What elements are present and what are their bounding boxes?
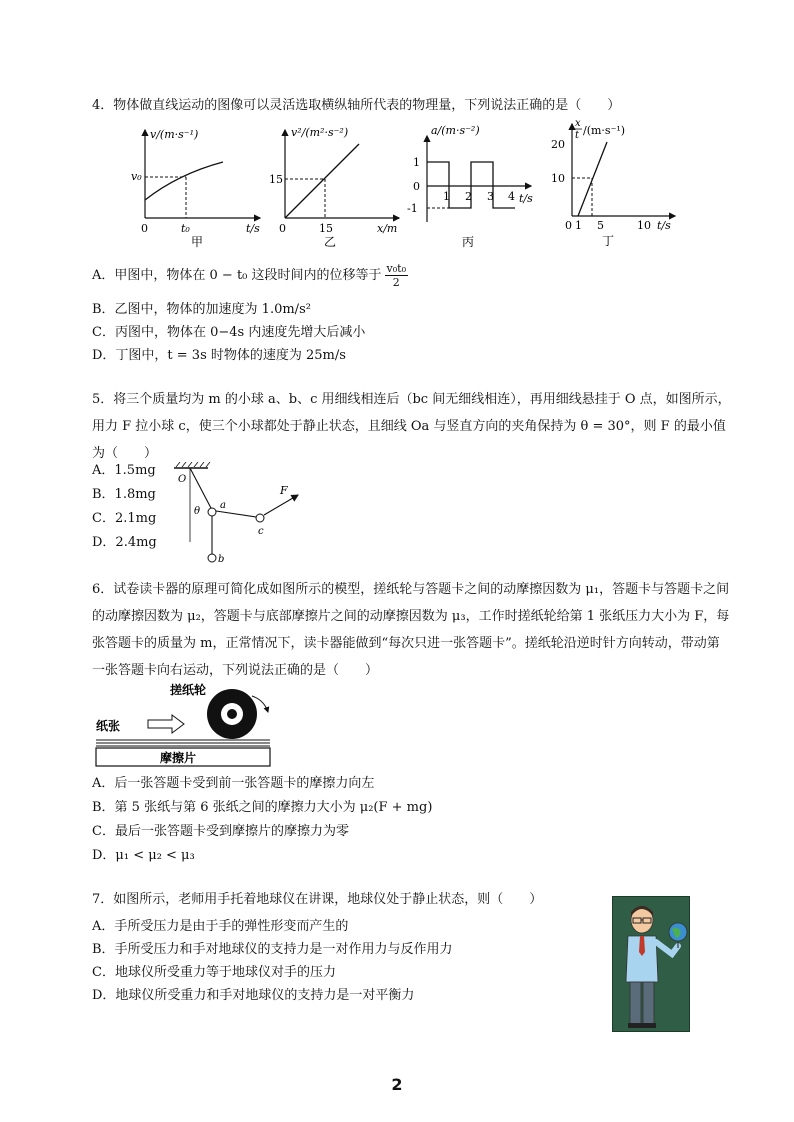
q6-option-c[interactable]: C．最后一张答题卡受到摩擦片的摩擦力为零	[92, 824, 349, 839]
yi-caption: 乙	[324, 235, 337, 249]
q7-option-a[interactable]: A．手所受压力是由于手的弹性形变而产生的	[92, 919, 349, 934]
q5-stem: 5．将三个质量均为 m 的小球 a、b、c 用细线相连后（bc 间无细线相连），再用细线悬挂于 O 点，如图所示，用力 F 拉小球 c，使三个小球都处于静止状态，且细线 Oa 与竖直方向的夹角保持为 θ = 30°，则 F 的最小值为（ ）	[92, 392, 731, 461]
ding-y20: 20	[551, 138, 565, 151]
q6-label-wheel: 搓纸轮	[170, 683, 207, 697]
q5-option-d[interactable]: D．2.4mg	[92, 535, 157, 550]
ding-xlabel: t/s	[657, 219, 671, 232]
yi-x15: 15	[319, 222, 333, 235]
ding-x5: 5	[597, 219, 604, 232]
jia-origin: 0	[141, 222, 148, 235]
jia-xlabel: t/s	[246, 222, 260, 235]
q7-option-b[interactable]: B．手所受压力和手对地球仪的支持力是一对作用力与反作用力	[92, 942, 453, 957]
q6-stem: 6．试卷读卡器的原理可简化成如图所示的模型，搓纸轮与答题卡之间的动摩擦因数为 μ₁，答题卡与答题卡之间的动摩擦因数为 μ₂，答题卡与底部摩擦片之间的动摩擦因数为 μ₃，工作时搓纸轮给第 1 张纸压力大小为 F，每张答题卡的质量为 m，正常情况下，读卡器能做到“每次只进一张答题卡”。搓纸轮沿逆时针方向转动，带动第一张答题卡向右运动，下列说法正确的是（ ）	[92, 582, 730, 678]
q5-label-o: O	[178, 474, 187, 485]
ding-ylabel-top: x	[575, 118, 581, 129]
q4-stem: 4．物体做直线运动的图像可以灵活选取横纵轴所代表的物理量，下列说法正确的是（ ）	[92, 98, 621, 113]
jia-ylabel: v/(m·s⁻¹)	[150, 128, 199, 141]
ding-origin: 0	[565, 219, 572, 232]
jia-t0: t₀	[181, 222, 190, 235]
yi-ylabel: v²/(m²·s⁻²)	[291, 126, 349, 139]
bing-xlabel: t/s	[519, 192, 533, 205]
yi-xlabel: x/m	[377, 222, 398, 235]
q6-figure	[92, 680, 282, 770]
q5-option-a[interactable]: A．1.5mg	[92, 463, 156, 478]
fraction-numerator: v₀t₀	[386, 262, 406, 275]
ding-x10: 10	[637, 219, 651, 232]
yi-y15: 15	[269, 173, 283, 186]
q4-option-b[interactable]: B．乙图中，物体的加速度为 1.0m/s²	[92, 302, 311, 317]
q6-option-d[interactable]: D．μ₁ < μ₂ < μ₃	[92, 848, 195, 863]
bing-caption: 丙	[462, 235, 475, 249]
ding-y10: 10	[551, 172, 565, 185]
teacher-illustration	[612, 896, 690, 1032]
q4-option-d[interactable]: D．丁图中，t = 3s 时物体的速度为 25m/s	[92, 348, 346, 363]
bing-y0: 0	[413, 180, 420, 193]
jia-v0: v₀	[131, 170, 142, 183]
q5-figure	[170, 462, 320, 572]
q4-option-a-text: A．甲图中，物体在 0 − t₀ 这段时间内的位移等于	[92, 268, 382, 283]
q5-label-c: c	[258, 526, 264, 537]
graph-jia	[128, 122, 268, 252]
q4-option-c[interactable]: C．丙图中，物体在 0−4s 内速度先增大后减小	[92, 325, 366, 340]
yi-origin: 0	[279, 222, 286, 235]
q6-label-pad: 摩擦片	[160, 751, 197, 765]
bing-t3: 3	[487, 190, 494, 203]
ding-x1: 1	[575, 219, 582, 232]
q4-option-a[interactable]	[92, 262, 408, 289]
ding-caption: 丁	[602, 234, 615, 248]
jia-caption: 甲	[191, 235, 204, 249]
bing-y1: 1	[413, 156, 420, 169]
ding-ylabel-bot: t	[575, 130, 580, 141]
bing-ym1: -1	[407, 202, 418, 215]
q7-stem: 7．如图所示，老师用手托着地球仪在讲课，地球仪处于静止状态，则（ ）	[92, 892, 543, 907]
q5-option-b[interactable]: B．1.8mg	[92, 487, 156, 502]
graph-bing	[405, 122, 545, 252]
q5-label-f: F	[280, 484, 288, 497]
q7-option-c[interactable]: C．地球仪所受重力等于地球仪对手的压力	[92, 965, 336, 980]
q5-option-c[interactable]: C．2.1mg	[92, 511, 157, 526]
q5-label-b: b	[218, 554, 225, 565]
bing-t2: 2	[465, 190, 472, 203]
fraction-denominator: 2	[392, 276, 400, 289]
graph-yi	[267, 122, 407, 252]
q6-label-paper: 纸张	[96, 719, 121, 733]
q5-label-theta: θ	[194, 506, 201, 517]
ding-ylabel-unit: /(m·s⁻¹)	[583, 124, 626, 137]
graph-ding	[545, 112, 685, 252]
bing-ylabel: a/(m·s⁻²)	[431, 124, 480, 137]
page-number: 2	[391, 1075, 403, 1094]
q5-label-a: a	[220, 500, 226, 511]
bing-t1: 1	[443, 190, 450, 203]
bing-t4: 4	[508, 190, 515, 203]
q6-option-b[interactable]: B．第 5 张纸与第 6 张纸之间的摩擦力大小为 μ₂(F + mg)	[92, 800, 433, 815]
q7-option-d[interactable]: D．地球仪所受重力和手对地球仪的支持力是一对平衡力	[92, 988, 415, 1003]
q6-option-a[interactable]: A．后一张答题卡受到前一张答题卡的摩擦力向左	[92, 776, 375, 791]
q4-option-a-fraction	[385, 262, 408, 289]
